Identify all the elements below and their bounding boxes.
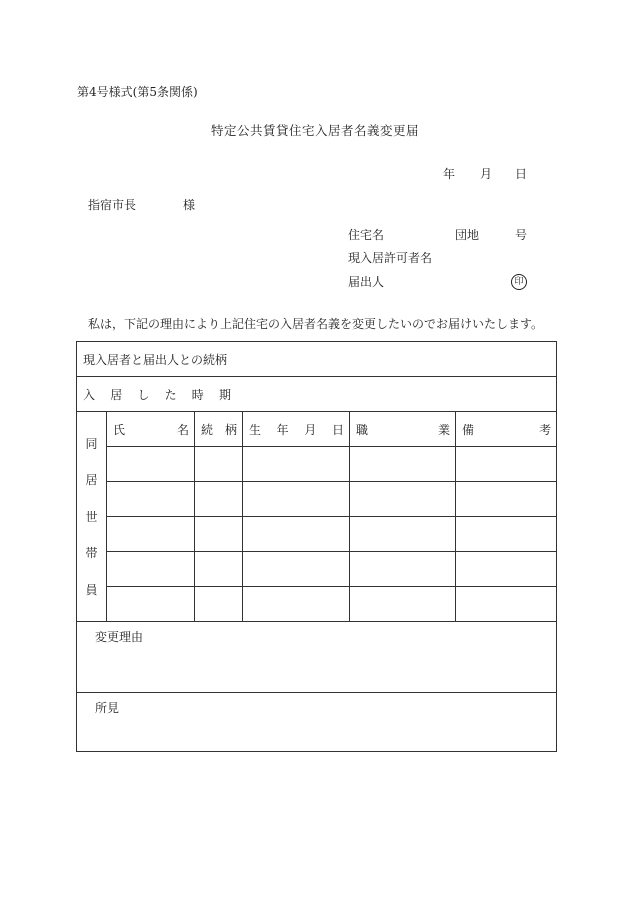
change-reason-section[interactable]: [77, 622, 557, 693]
housing-name-label: 住宅名: [348, 228, 385, 242]
house-number-label: 号: [515, 228, 528, 242]
date-month-label: 月: [480, 167, 493, 181]
form-number: 第4号様式(第5条関係): [77, 85, 198, 99]
column-header-occupation: 職 業: [350, 412, 456, 447]
column-header-name: 氏 名: [107, 412, 195, 447]
date-day-label: 日: [515, 167, 528, 181]
table-row: [77, 517, 557, 552]
column-header-remarks: 備 考: [456, 412, 557, 447]
statement-text: 私は，下記の理由により上記住宅の入居者名義を変更したいのでお届けいたします。: [88, 317, 544, 331]
submitter-label: 届出人: [348, 275, 385, 289]
table-row: [77, 447, 557, 482]
opinion-label: 所見: [95, 701, 120, 715]
moved-in-row: [77, 377, 557, 412]
change-reason-label: 変更理由: [95, 630, 144, 644]
table-row: [77, 482, 557, 517]
relationship-row: [77, 342, 557, 377]
current-resident-label: 現入居許可者名: [348, 251, 433, 265]
addressee-honorific: 様: [183, 198, 196, 212]
application-table: [76, 341, 557, 752]
addressee-name: 指宿市長: [88, 198, 137, 212]
date-year-label: 年: [443, 167, 456, 181]
table-row: [77, 587, 557, 622]
column-header-birthdate: 生 年 月 日: [243, 412, 350, 447]
household-members-label: 同 居 世 帯 員: [77, 412, 107, 622]
form-title: 特定公共賃貸住宅入居者名義変更届: [210, 123, 419, 138]
column-header-relation: 続 柄: [195, 412, 243, 447]
opinion-section[interactable]: [77, 693, 557, 752]
danchi-label: 団地: [455, 228, 480, 242]
seal-mark: 印: [511, 274, 527, 290]
relationship-label: 現入居者と届出人との続柄: [83, 352, 228, 367]
table-row: [77, 552, 557, 587]
moved-in-label: 入 居 し た 時 期: [83, 387, 231, 402]
